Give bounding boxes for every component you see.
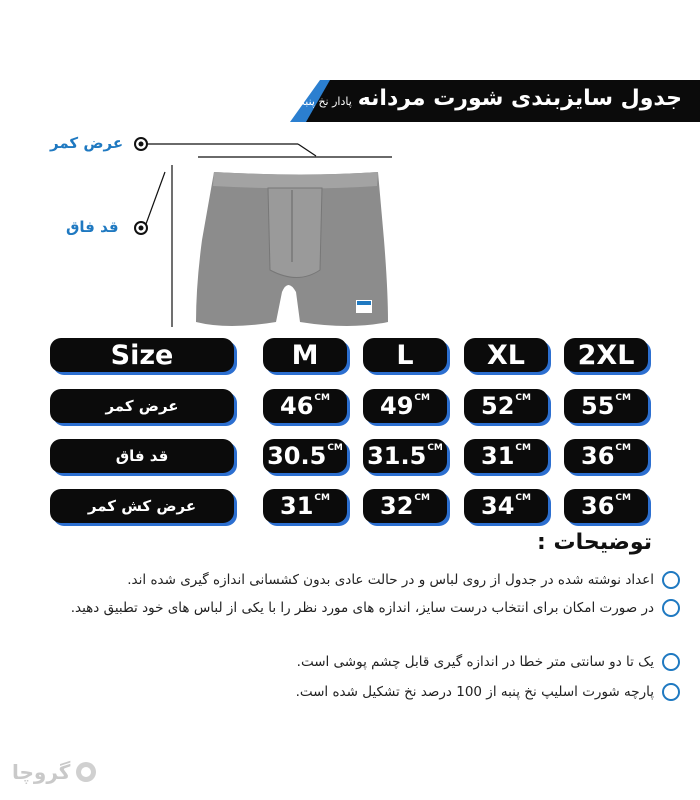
table-cell: 30.5 CM [263, 439, 347, 473]
table-cell: 31 CM [464, 439, 548, 473]
table-cell: 31.5 CM [363, 439, 447, 473]
bullet-circle-icon [662, 599, 680, 617]
table-cell: 46 CM [263, 389, 347, 423]
table-cell: 49 CM [363, 389, 447, 423]
list-item [50, 681, 680, 704]
row-label-waistband: عرض کش کمر [50, 489, 234, 523]
table-cell: 31 CM [263, 489, 347, 523]
boxer-shorts-image [196, 172, 388, 326]
note-text: یک تا دو سانتی متر خطا در اندازه گیری قابل چشم پوشی است. [296, 654, 654, 670]
note-text: پارچه شورت اسلیپ نخ پنبه از 100 درصد نخ تشکیل شده است. [295, 684, 654, 700]
page-subtitle: پادار نخ پنبه [299, 95, 352, 108]
table-cell: 55 CM [564, 389, 648, 423]
bullet-circle-icon [662, 571, 680, 589]
size-col-l: L [363, 338, 447, 372]
table-cell: 36 CM [564, 439, 648, 473]
size-col-m: M [263, 338, 347, 372]
bullet-circle-icon [662, 683, 680, 701]
list-item [50, 597, 680, 620]
brand-name: گروچا [12, 760, 71, 784]
table-cell: 34 CM [464, 489, 548, 523]
size-header: Size [50, 338, 234, 372]
size-col-2xl: 2XL [564, 338, 648, 372]
note-text: در صورت امکان برای انتخاب درست سایز، اندازه های مورد نظر را با یکی از لباس های خود تطبیق دهید. [70, 600, 654, 616]
note-text: اعداد نوشته شده در جدول از روی لباس و در حالت عادی بدون کشسانی اندازه گیری شده اند. [127, 572, 654, 588]
list-item [50, 569, 680, 592]
table-cell: 52 CM [464, 389, 548, 423]
notes-title: توضیحات : [537, 530, 652, 555]
table-cell: 36 CM [564, 489, 648, 523]
brand-logo [12, 760, 96, 784]
page-title: جدول سایزبندی شورت مردانه [357, 86, 682, 111]
row-label-waist: عرض کمر [50, 389, 234, 423]
size-col-xl: XL [464, 338, 548, 372]
row-label-rise: قد فاق [50, 439, 234, 473]
table-cell: 32 CM [363, 489, 447, 523]
brand-mark-icon [76, 762, 96, 782]
bullet-circle-icon [662, 653, 680, 671]
waist-label: عرض کمر [50, 134, 124, 152]
rise-label: قد فاق [66, 218, 119, 236]
measurement-diagram [0, 0, 700, 340]
list-item [50, 651, 680, 674]
